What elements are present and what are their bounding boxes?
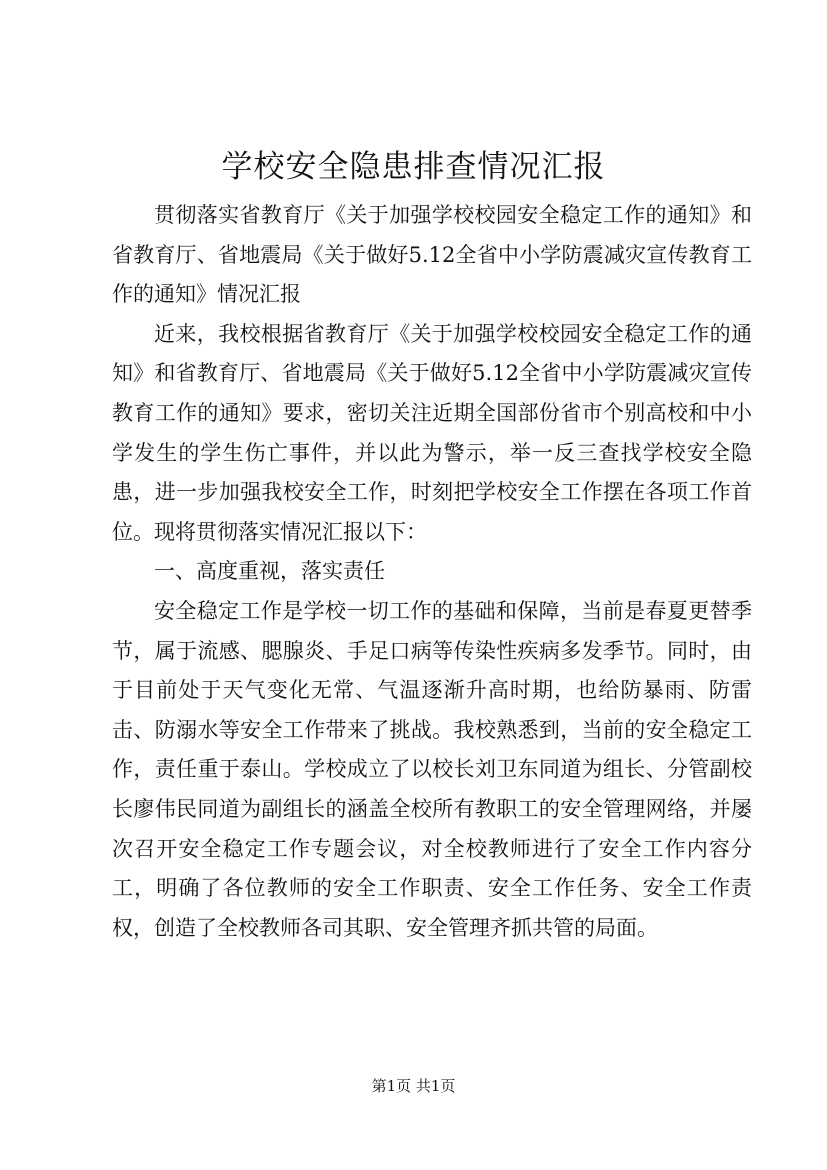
paragraph-2: 近来，我校根据省教育厅《关于加强学校校园安全稳定工作的通知》和省教育厅、省地震局《关于做好5.12全省中小学防震减灾宣传教育工作的通知》要求，密切关注近期全国部份省市个别高校和中小学发生的学生伤亡事件，并以此为警示，举一反三查找学校安全隐患，进一步加强我校安全工作，时刻把学校安全工作摆在各项工作首位。现将贯彻落实情况汇报以下： xyxy=(112,321,752,544)
page-footer: 第1页 共1页 xyxy=(371,1077,456,1095)
document-body xyxy=(112,196,752,948)
paragraph-1: 贯彻落实省教育厅《关于加强学校校园安全稳定工作的通知》和省教育厅、省地震局《关于做好5.12全省中小学防震减灾宣传教育工作的通知》情况汇报 xyxy=(112,203,752,307)
paragraph-3: 安全稳定工作是学校一切工作的基础和保障，当前是春夏更替季节，属于流感、腮腺炎、手足口病等传染性疾病多发季节。同时，由于目前处于天气变化无常、气温逐渐升高时期，也给防暴雨、防雷击、防溺水等安全工作带来了挑战。我校熟悉到，当前的安全稳定工作，责任重于泰山。学校成立了以校长刘卫东同道为组长、分管副校长廖伟民同道为副组长的涵盖全校所有教职工的安全管理网络，并屡次召开安全稳定工作专题会议，对全校教师进行了安全工作内容分工，明确了各位教师的安全工作职责、安全工作任务、安全工作责权，创造了全校教师各司其职、安全管理齐抓共管的局面。 xyxy=(112,598,752,940)
document-title: 学校安全隐患排查情况汇报 xyxy=(221,149,606,185)
section-heading-1: 一、高度重视，落实责任 xyxy=(154,559,385,584)
